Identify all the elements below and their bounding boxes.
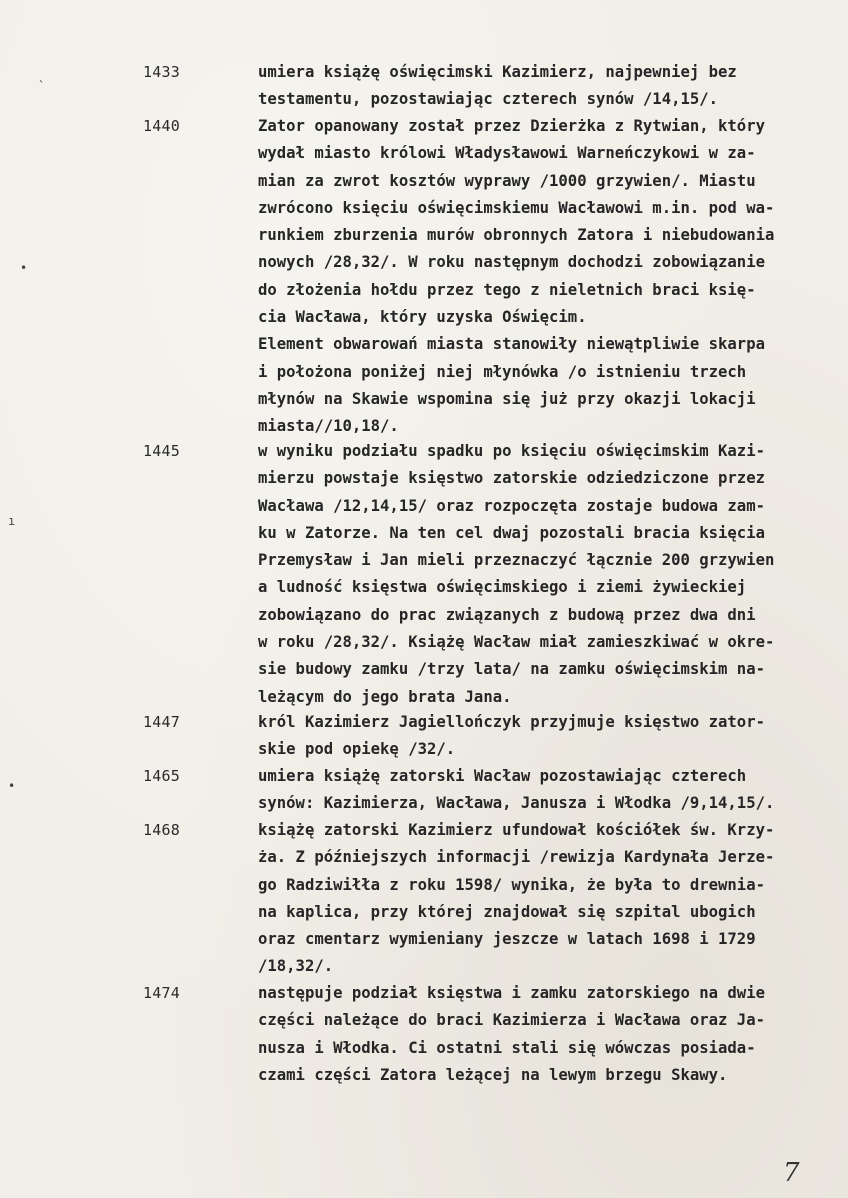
entry-year: 1445 xyxy=(143,442,180,460)
entry-text: książę zatorski Kazimierz ufundował kościółek św. Krzy- ża. Z późniejszych informacji /rewizja Kardynała Jerze- go Radziwiłła z roku 1598/ wynika, że była to drewnia- na kaplica, przy której znajdował się szpital ubogich oraz cmentarz wymieniany jeszcze w latach 1698 i 1729 /18,32/. xyxy=(258,821,775,976)
entry-year: 1474 xyxy=(143,984,180,1002)
entry-year: 1468 xyxy=(143,821,180,839)
margin-mark: ` xyxy=(38,79,46,93)
entry-year: 1440 xyxy=(143,117,180,135)
entry-text: król Kazimierz Jagiellończyk przyjmuje księstwo zator- skie pod opiekę /32/. xyxy=(258,713,765,759)
entry-year: 1465 xyxy=(143,767,180,785)
margin-mark: • xyxy=(20,261,28,275)
entry-text: Zator opanowany został przez Dzierżka z Rytwian, który wydał miasto królowi Władysławowi Warneńczykowi w za- mian za zwrot kosztów wyprawy /1000 grzywien/. Miastu zwrócono księciu oświęcimskiemu Wacławowi m.in. pod wa- runkiem zburzenia murów obronnych Zatora i niebudowania nowych /28,32/. W roku następnym dochodzi zobowiązanie do złożenia hołdu przez tego z nieletnich braci księ- cia Wacława, który uzyska Oświęcim. Element obwarowań miasta stanowiły niewątpliwie skarpa i położona poniżej niej młynówka /o istnieniu trzech młynów na Skawie wspomina się już przy okazji lokacji miasta//10,18/. xyxy=(258,117,775,436)
entry-text: umiera książę oświęcimski Kazimierz, najpewniej bez testamentu, pozostawiając czterech synów /14,15/. xyxy=(258,63,737,109)
entry-text: następuje podział księstwa i zamku zatorskiego na dwie części należące do braci Kazimierza i Wacława oraz Ja- nusza i Włodka. Ci ostatni stali się wówczas posiada- czami części Zatora leżącej na lewym brzegu Skawy. xyxy=(258,984,765,1084)
margin-mark: • xyxy=(8,779,16,793)
entry-year: 1447 xyxy=(143,713,180,731)
margin-mark: ı xyxy=(8,514,16,528)
entry-text: umiera książę zatorski Wacław pozostawiając czterech synów: Kazimierza, Wacława, Janusza i Włodka /9,14,15/. xyxy=(258,767,775,813)
entry-year: 1433 xyxy=(143,63,180,81)
entry-text: w wyniku podziału spadku po księciu oświęcimskim Kazi- mierzu powstaje księstwo zatorskie odziedziczone przez Wacława /12,14,15/ oraz rozpoczęta zostaje budowa zam- ku w Zatorze. Na ten cel dwaj pozostali bracia księcia Przemysław i Jan mieli przeznaczyć łącznie 200 grzywien a ludność księstwa oświęcimskiego i ziemi żywieckiej zobowiązano do prac związanych z budową przez dwa dni w roku /28,32/. Książę Wacław miał zamieszkiwać w okre- sie budowy zamku /trzy lata/ na zamku oświęcimskim na- leżącym do jego brata Jana. xyxy=(258,442,775,706)
page-number: 7 xyxy=(783,1158,800,1188)
